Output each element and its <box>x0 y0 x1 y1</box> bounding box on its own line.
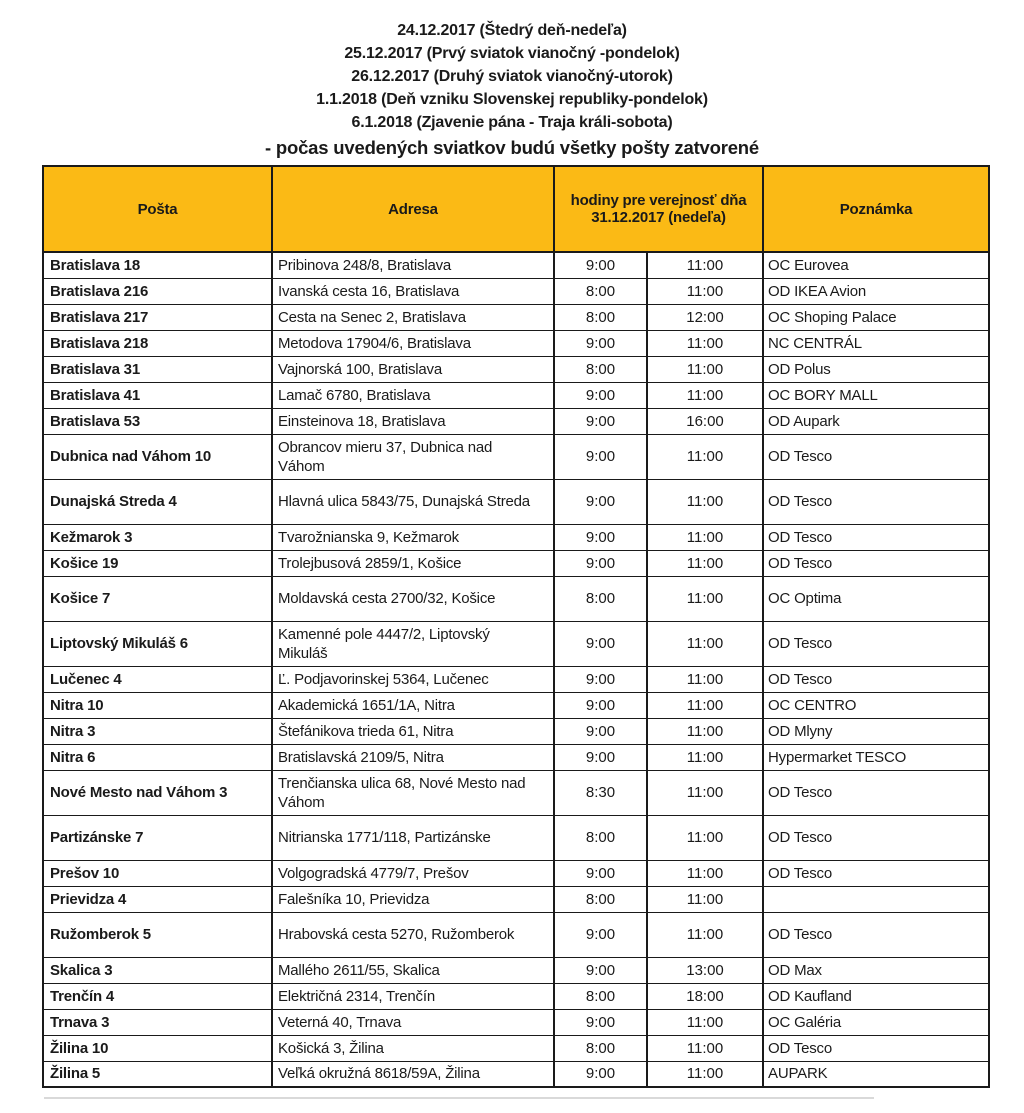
address <box>272 479 554 524</box>
address <box>272 860 554 886</box>
remark: OD Kaufland <box>763 983 989 1009</box>
address <box>272 692 554 718</box>
opening-time: 9:00 <box>554 1009 647 1035</box>
remark: OD Mlyny <box>763 718 989 744</box>
remark: OC Eurovea <box>763 252 989 278</box>
opening-time: 9:00 <box>554 621 647 666</box>
address-text: Mallého 2611/55, Skalica <box>278 961 440 979</box>
address-text: Akademická 1651/1A, Nitra <box>278 696 455 714</box>
opening-time: 9:00 <box>554 718 647 744</box>
closing-time: 12:00 <box>647 304 763 330</box>
address <box>272 815 554 860</box>
opening-time: 8:00 <box>554 278 647 304</box>
closing-time: 11:00 <box>647 744 763 770</box>
holiday-line-2: 25.12.2017 (Prvý sviatok vianočný -pondelok) <box>344 45 680 62</box>
closing-time: 11:00 <box>647 718 763 744</box>
address <box>272 252 554 278</box>
address <box>272 278 554 304</box>
post-office-name: Nitra 6 <box>43 744 272 770</box>
address <box>272 744 554 770</box>
post-office-name: Košice 19 <box>43 550 272 576</box>
closed-notice: - počas uvedených sviatkov budú všetky pošty zatvorené <box>264 137 759 158</box>
post-office-name: Prešov 10 <box>43 860 272 886</box>
table-row <box>43 860 989 886</box>
remark: OD Tesco <box>763 479 989 524</box>
holiday-line-1: 24.12.2017 (Štedrý deň-nedeľa) <box>397 22 627 39</box>
table-row <box>43 524 989 550</box>
opening-time: 8:00 <box>554 886 647 912</box>
address-text: Veľká okružná 8618/59A, Žilina <box>278 1065 480 1083</box>
address <box>272 434 554 479</box>
post-office-name: Trenčín 4 <box>43 983 272 1009</box>
remark: OC Shoping Palace <box>763 304 989 330</box>
opening-time: 9:00 <box>554 252 647 278</box>
table-row <box>43 718 989 744</box>
table-row <box>43 252 989 278</box>
opening-time: 9:00 <box>554 330 647 356</box>
table-row <box>43 770 989 815</box>
opening-time: 9:00 <box>554 550 647 576</box>
table-row <box>43 886 989 912</box>
closing-time: 16:00 <box>647 408 763 434</box>
opening-time: 9:00 <box>554 524 647 550</box>
holiday-line-4: 1.1.2018 (Deň vzniku Slovenskej republiky-pondelok) <box>316 91 708 108</box>
table-row <box>43 304 989 330</box>
address <box>272 621 554 666</box>
header-adresa: Adresa <box>272 166 554 252</box>
table-row <box>43 1035 989 1061</box>
post-office-name: Ružomberok 5 <box>43 912 272 957</box>
post-office-name: Trnava 3 <box>43 1009 272 1035</box>
address <box>272 356 554 382</box>
closing-time: 11:00 <box>647 886 763 912</box>
address <box>272 912 554 957</box>
opening-time: 8:00 <box>554 815 647 860</box>
address-text: Hrabovská cesta 5270, Ružomberok <box>278 926 515 943</box>
remark: OC Galéria <box>763 1009 989 1035</box>
post-office-name: Košice 7 <box>43 576 272 621</box>
remark: OD Tesco <box>763 912 989 957</box>
address <box>272 666 554 692</box>
address-text: Lamač 6780, Bratislava <box>278 386 431 404</box>
post-office-name: Bratislava 18 <box>43 252 272 278</box>
address <box>272 886 554 912</box>
remark: OD Tesco <box>763 1035 989 1061</box>
address-text: Volgogradská 4779/7, Prešov <box>278 864 469 882</box>
address-text: Štefánikova trieda 61, Nitra <box>278 722 454 740</box>
address-text: Bratislavská 2109/5, Nitra <box>278 748 444 766</box>
table-row <box>43 382 989 408</box>
remark: OD Tesco <box>763 666 989 692</box>
address <box>272 983 554 1009</box>
address-text: Ľ. Podjavorinskej 5364, Lučenec <box>278 670 489 688</box>
closing-time: 11:00 <box>647 576 763 621</box>
address <box>272 304 554 330</box>
address <box>272 382 554 408</box>
post-office-name: Lučenec 4 <box>43 666 272 692</box>
closing-time: 11:00 <box>647 278 763 304</box>
opening-time: 9:00 <box>554 744 647 770</box>
closing-time: 11:00 <box>647 330 763 356</box>
address <box>272 524 554 550</box>
address-text: Obrancov mieru 37, Dubnica nad Váhom <box>278 438 493 475</box>
table-row <box>43 550 989 576</box>
opening-time: 9:00 <box>554 382 647 408</box>
opening-time: 9:00 <box>554 434 647 479</box>
remark: OC CENTRO <box>763 692 989 718</box>
opening-time: 9:00 <box>554 666 647 692</box>
opening-time: 8:00 <box>554 1035 647 1061</box>
address-text: Kamenné pole 4447/2, Liptovský Mikuláš <box>278 625 490 662</box>
post-office-name: Bratislava 218 <box>43 330 272 356</box>
remark: NC CENTRÁL <box>763 330 989 356</box>
address-text: Vajnorská 100, Bratislava <box>278 360 442 378</box>
remark: OD IKEA Avion <box>763 278 989 304</box>
address-text: Pribinova 248/8, Bratislava <box>278 256 452 274</box>
opening-time: 9:00 <box>554 408 647 434</box>
table-row <box>43 983 989 1009</box>
post-office-name: Skalica 3 <box>43 957 272 983</box>
remark: OD Tesco <box>763 434 989 479</box>
opening-time: 8:00 <box>554 304 647 330</box>
table-row <box>43 692 989 718</box>
table-row <box>43 957 989 983</box>
opening-time: 8:00 <box>554 983 647 1009</box>
closing-time: 11:00 <box>647 621 763 666</box>
table-row <box>43 408 989 434</box>
post-office-name: Bratislava 216 <box>43 278 272 304</box>
closing-time: 11:00 <box>647 1009 763 1035</box>
address <box>272 550 554 576</box>
opening-time: 9:00 <box>554 479 647 524</box>
post-office-name: Bratislava 41 <box>43 382 272 408</box>
holiday-line-5: 6.1.2018 (Zjavenie pána - Traja králi-sobota) <box>351 114 673 131</box>
remark: OD Tesco <box>763 550 989 576</box>
post-office-name: Dunajská Streda 4 <box>43 479 272 524</box>
post-office-name: Kežmarok 3 <box>43 524 272 550</box>
closing-time: 11:00 <box>647 550 763 576</box>
remark: OD Tesco <box>763 860 989 886</box>
table-row <box>43 912 989 957</box>
address-text: Trenčianska ulica 68, Nové Mesto nad Váhom <box>278 774 526 811</box>
table-row <box>43 434 989 479</box>
address-text: Košická 3, Žilina <box>278 1039 384 1057</box>
address <box>272 1009 554 1035</box>
header-poznamka: Poznámka <box>763 166 989 252</box>
opening-time: 8:00 <box>554 356 647 382</box>
address <box>272 408 554 434</box>
closing-time: 13:00 <box>647 957 763 983</box>
remark: OD Polus <box>763 356 989 382</box>
closing-time: 11:00 <box>647 912 763 957</box>
address-text: Falešníka 10, Prievidza <box>278 890 430 908</box>
table-row <box>43 576 989 621</box>
address-text: Električná 2314, Trenčín <box>278 987 435 1005</box>
holiday-notice <box>0 19 1024 161</box>
address <box>272 576 554 621</box>
remark <box>763 886 989 912</box>
closing-time: 11:00 <box>647 815 763 860</box>
post-office-name: Žilina 10 <box>43 1035 272 1061</box>
closing-time: 11:00 <box>647 770 763 815</box>
table-row <box>43 356 989 382</box>
remark: OD Aupark <box>763 408 989 434</box>
address-text: Trolejbusová 2859/1, Košice <box>278 554 462 572</box>
address <box>272 1035 554 1061</box>
closing-time: 11:00 <box>647 356 763 382</box>
closing-time: 11:00 <box>647 1035 763 1061</box>
table-row <box>43 621 989 666</box>
table-row <box>43 666 989 692</box>
address <box>272 1061 554 1087</box>
table-row <box>43 1009 989 1035</box>
address-text: Metodova 17904/6, Bratislava <box>278 334 471 352</box>
remark: OD Max <box>763 957 989 983</box>
remark: OD Tesco <box>763 524 989 550</box>
opening-time: 9:00 <box>554 1061 647 1087</box>
opening-time: 9:00 <box>554 957 647 983</box>
address-text: Ivanská cesta 16, Bratislava <box>278 282 460 300</box>
remark: AUPARK <box>763 1061 989 1087</box>
table-row <box>43 744 989 770</box>
table-header <box>43 166 989 252</box>
address-text: Einsteinova 18, Bratislava <box>278 412 446 430</box>
address <box>272 770 554 815</box>
remark: OD Tesco <box>763 621 989 666</box>
table-row <box>43 815 989 860</box>
closing-time: 11:00 <box>647 1061 763 1087</box>
address-text: Hlavná ulica 5843/75, Dunajská Streda <box>278 493 530 510</box>
opening-time: 9:00 <box>554 912 647 957</box>
post-office-name: Žilina 5 <box>43 1061 272 1087</box>
remark: OD Tesco <box>763 815 989 860</box>
header-row <box>43 166 989 252</box>
opening-time: 9:00 <box>554 692 647 718</box>
remark: Hypermarket TESCO <box>763 744 989 770</box>
table-row <box>43 1061 989 1087</box>
address-text: Moldavská cesta 2700/32, Košice <box>278 590 496 607</box>
address-text: Veterná 40, Trnava <box>278 1013 402 1031</box>
address <box>272 718 554 744</box>
closing-time: 11:00 <box>647 252 763 278</box>
header-hodiny: hodiny pre verejnosť dňa 31.12.2017 (nedeľa) <box>554 166 763 252</box>
table-row <box>43 278 989 304</box>
opening-time: 8:30 <box>554 770 647 815</box>
table-row <box>43 479 989 524</box>
remark: OC BORY MALL <box>763 382 989 408</box>
address-text: Cesta na Senec 2, Bratislava <box>278 308 466 326</box>
post-office-name: Prievidza 4 <box>43 886 272 912</box>
scan-artifact-line <box>44 1097 874 1099</box>
closing-time: 18:00 <box>647 983 763 1009</box>
table-body <box>43 252 989 1087</box>
post-office-name: Nové Mesto nad Váhom 3 <box>43 770 272 815</box>
holiday-line-3: 26.12.2017 (Druhý sviatok vianočný-utorok) <box>351 68 673 85</box>
closing-time: 11:00 <box>647 479 763 524</box>
table-row <box>43 330 989 356</box>
closing-time: 11:00 <box>647 524 763 550</box>
post-office-name: Partizánske 7 <box>43 815 272 860</box>
post-office-name: Bratislava 31 <box>43 356 272 382</box>
address <box>272 330 554 356</box>
post-office-name: Liptovský Mikuláš 6 <box>43 621 272 666</box>
address-text: Nitrianska 1771/118, Partizánske <box>278 829 491 846</box>
address <box>272 957 554 983</box>
opening-time: 8:00 <box>554 576 647 621</box>
closing-time: 11:00 <box>647 860 763 886</box>
post-office-name: Nitra 10 <box>43 692 272 718</box>
closing-time: 11:00 <box>647 666 763 692</box>
post-office-name: Dubnica nad Váhom 10 <box>43 434 272 479</box>
header-posta: Pošta <box>43 166 272 252</box>
post-offices-table <box>42 165 990 1088</box>
remark: OC Optima <box>763 576 989 621</box>
closing-time: 11:00 <box>647 434 763 479</box>
closing-time: 11:00 <box>647 382 763 408</box>
remark: OD Tesco <box>763 770 989 815</box>
address-text: Tvarožnianska 9, Kežmarok <box>278 528 459 546</box>
post-office-name: Bratislava 53 <box>43 408 272 434</box>
opening-time: 9:00 <box>554 860 647 886</box>
closing-time: 11:00 <box>647 692 763 718</box>
post-office-name: Bratislava 217 <box>43 304 272 330</box>
post-office-name: Nitra 3 <box>43 718 272 744</box>
